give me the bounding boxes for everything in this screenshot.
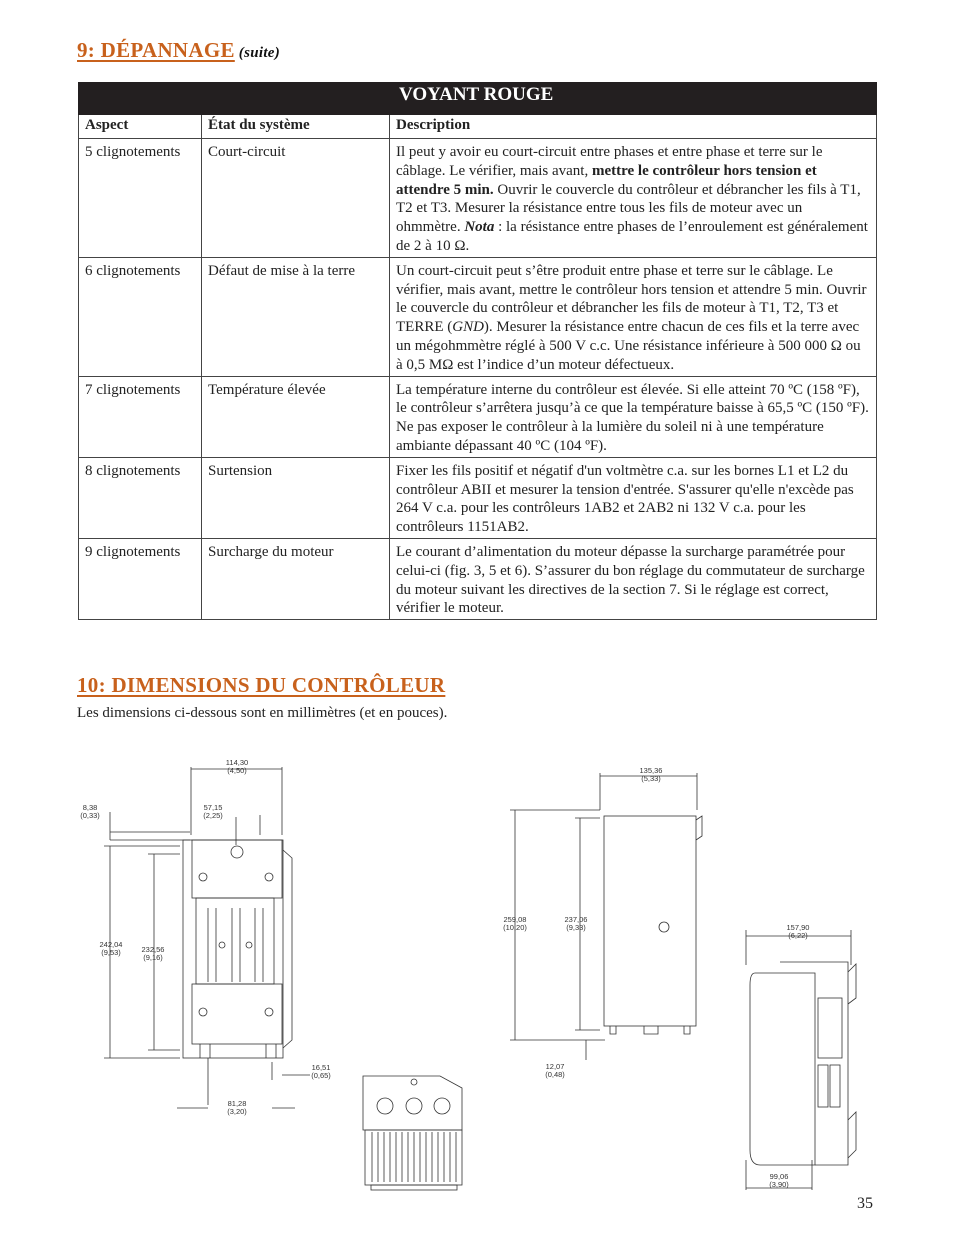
dim-side-width-in: (5,33) xyxy=(641,774,661,783)
dim-width-top-mm: 114,30 xyxy=(225,758,249,767)
description-cell xyxy=(390,538,877,619)
description-cell xyxy=(390,257,877,376)
table-body xyxy=(79,139,877,620)
voyant-rouge-table xyxy=(78,82,877,620)
dim-side-height-total-mm: 259,08 xyxy=(503,915,527,924)
table-row xyxy=(79,139,877,258)
page-number: 35 xyxy=(857,1195,873,1212)
description-text: GND xyxy=(452,319,484,336)
dim-offset-left-in: (0,33) xyxy=(80,811,100,820)
col-header-aspect: Aspect xyxy=(79,115,202,139)
dim-side-bottom-in: (0,48) xyxy=(545,1070,565,1079)
dim-height-inner-mm: 232,56 xyxy=(141,945,165,954)
section-9-heading: 9: DÉPANNAGE xyxy=(77,38,235,62)
etat-cell: Défaut de mise à la terre xyxy=(202,257,390,376)
dim-foot-span-mm: 81,28 xyxy=(227,1099,247,1108)
col-header-description: Description xyxy=(390,115,877,139)
aspect-cell: 5 clignotements xyxy=(79,139,202,258)
dim-foot-offset-mm: 16,51 xyxy=(311,1063,331,1072)
end-view-drawing xyxy=(746,930,856,1190)
dim-width-top-in: (4,50) xyxy=(227,766,247,775)
description-text: ). Mesurer la résistance entre chacun de ces fils et la terre avec un mégohmmètre réglé à 500 V c.c. Une résistance inférieure à 500 000 Ω ou à 0,5 MΩ est l’indice d’un moteur défectueux. xyxy=(396,319,861,373)
description-text: mettre le contrôleur hors tension et attendre 5 min. xyxy=(396,162,817,198)
col-header-etat: État du système xyxy=(202,115,390,139)
dim-depth-top-in: (6,22) xyxy=(788,931,808,940)
dim-hole-pos-in: (2,25) xyxy=(203,811,223,820)
etat-cell: Température élevée xyxy=(202,376,390,457)
dim-depth-top-mm: 157,90 xyxy=(786,923,810,932)
description-text: Un court-circuit peut s’être produit entre phase et terre sur le câblage. Le vérifier, mais avant, mettre le contrôleur hors tension et attendre 5 min. Ouvrir le couvercle du contrôleur et débrancher les fils de moteur à T1, T2, T3 et TERRE ( xyxy=(396,262,867,336)
section-10-title: 10: DIMENSIONS DU CONTRÔLEUR xyxy=(77,673,446,697)
dim-height-inner-in: (9,16) xyxy=(143,953,163,962)
etat-cell: Court-circuit xyxy=(202,139,390,258)
description-text: : la résistance entre phases de l’enroulement est généralement de 2 à 10 Ω. xyxy=(396,219,868,254)
bottom-view-drawing xyxy=(363,1076,462,1190)
description-text: Le courant d’alimentation du moteur dépasse la surcharge paramétrée pour celui-ci (fig. 3, 5 et 6). S’assurer du bon réglage du commutateur de surcharge du moteur suivant les directives de la section 7. Si le réglage est correct, vérifier le moteur. xyxy=(396,543,865,617)
description-text: La température interne du contrôleur est élevée. Si elle atteint 70 ºC (158 ºF), le contrôleur s’arrêtera jusqu’à ce que la température baisse à 65,5 ºC (150 ºF). Ne pas exposer le contrôleur à la lumière du soleil ni à une température ambiante dépassant 40 ºC (104 ºF). xyxy=(396,381,869,454)
dimension-drawings xyxy=(0,740,954,1200)
dim-offset-left-mm: 8,38 xyxy=(82,803,98,812)
dim-foot-span-in: (3,20) xyxy=(227,1107,247,1116)
dim-side-height-inner-mm: 237,06 xyxy=(564,915,588,924)
aspect-cell: 6 clignotements xyxy=(79,257,202,376)
dim-side-height-inner-in: (9,33) xyxy=(566,923,586,932)
table-row xyxy=(79,538,877,619)
table-row xyxy=(79,376,877,457)
dim-side-height-total-in: (10,20) xyxy=(503,923,527,932)
dim-height-total-in: (9,53) xyxy=(101,948,121,957)
aspect-cell: 8 clignotements xyxy=(79,457,202,538)
description-text: Il peut y avoir eu court-circuit entre phases et entre phase et terre sur le câblage. Le vérifier, mais avant, xyxy=(396,144,823,179)
dim-foot-offset-in: (0,65) xyxy=(311,1071,331,1080)
description-cell xyxy=(390,139,877,258)
dim-depth-bottom-mm: 99,06 xyxy=(769,1172,789,1181)
dim-height-total-mm: 242,04 xyxy=(99,940,123,949)
side-view-drawing xyxy=(510,773,702,1060)
aspect-cell: 7 clignotements xyxy=(79,376,202,457)
table-row xyxy=(79,257,877,376)
dim-side-bottom-mm: 12,07 xyxy=(545,1062,565,1071)
description-cell xyxy=(390,376,877,457)
dimensions-intro: Les dimensions ci-dessous sont en millimètres (et en pouces). xyxy=(77,705,448,721)
dim-hole-pos-mm: 57,15 xyxy=(203,803,223,812)
etat-cell: Surcharge du moteur xyxy=(202,538,390,619)
section-9-title xyxy=(77,38,280,63)
description-text: Nota xyxy=(464,219,495,236)
aspect-cell: 9 clignotements xyxy=(79,538,202,619)
table-banner: VOYANT ROUGE xyxy=(79,83,877,115)
table-row xyxy=(79,457,877,538)
dim-side-width-mm: 135,36 xyxy=(639,766,663,775)
description-text: Fixer les fils positif et négatif d'un voltmètre c.a. sur les bornes L1 et L2 du contrôleur ABII et mesurer la tension d'entrée. S'assurer qu'elle n'excède pas 264 V c.a. pour les contrôleurs 1AB2 et 2AB2 ni 132 V c.a. pour les contrôleurs 1151AB2. xyxy=(396,462,854,536)
description-text: Ouvrir le couvercle du contrôleur et débrancher les fils à T1, T2 et T3. Mesurer la résistance entre tous les fils de moteur avec un ohmmètre. xyxy=(396,181,861,236)
description-cell xyxy=(390,457,877,538)
dim-depth-bottom-in: (3,90) xyxy=(769,1180,789,1189)
etat-cell: Surtension xyxy=(202,457,390,538)
suite-label: (suite) xyxy=(238,45,281,61)
